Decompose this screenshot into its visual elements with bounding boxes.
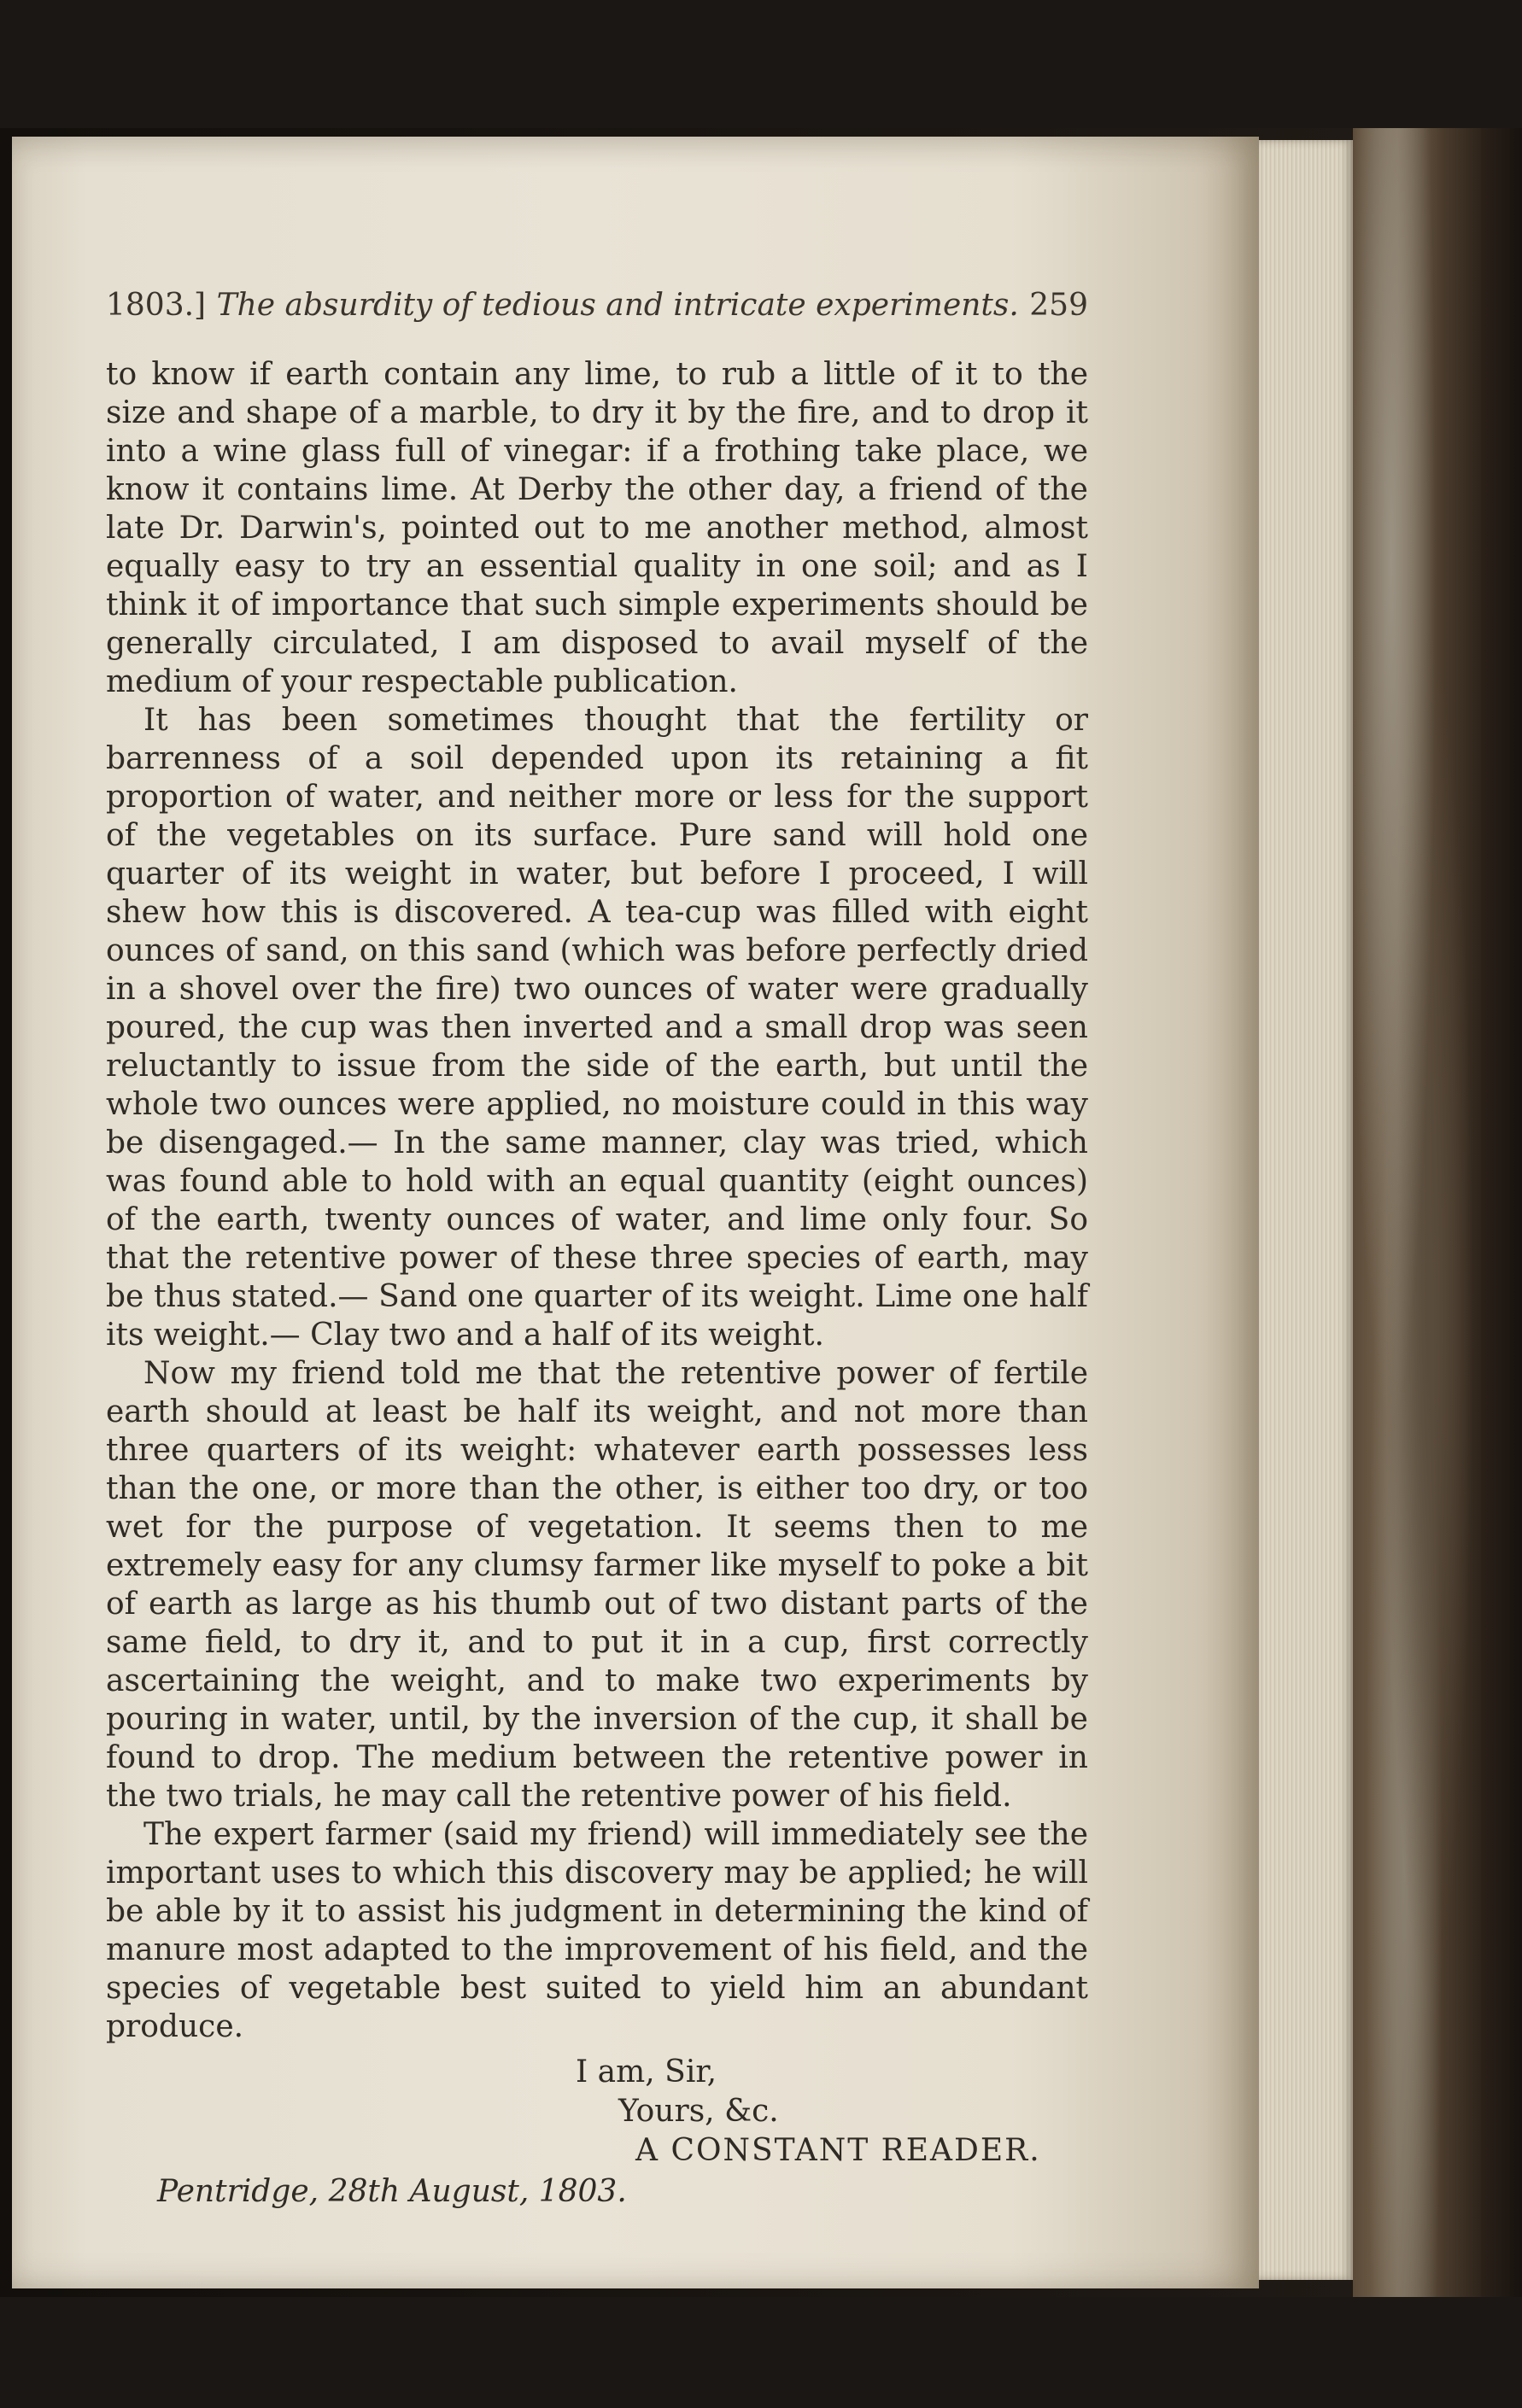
page-number: 259 [1029,288,1088,323]
signature: A CONSTANT READER. [635,2133,1041,2168]
paragraph-3: Now my friend told me that the retentive power of fertile earth should at least be half its weight, and not more than three quarters of its weight: whatever earth possesses less than the one, or more than the other, is either too dry, or too wet for the purpose of vegetation. It seems then to me extremely easy for any clumsy farmer like myself to poke a bit of earth as large as his thumb out of two distant parts of the same field, to dry it, and to put it in a cup, first correctly ascertaining the weight, and to make two experiments by pouring in water, until, by the inversion of the cup, it shall be found to drop. The medium between the retentive power in the two trials, he may call the retentive power of his field. [106,1356,1088,1814]
salutation: I am, Sir, [576,2054,717,2089]
page-edges [1259,140,1353,2280]
letter-closing [106,2053,1088,2224]
cover-board [1353,128,1481,2297]
header-year: 1803.] [106,288,207,323]
valediction: Yours, &c. [618,2094,779,2129]
paragraph-2: It has been sometimes thought that the fertility or barrenness of a soil depended upon its retaining a fit proportion of water, and neither more or less for the support of the vegetables on its surface. Pure sand will hold one quarter of its weight in water, but before I proceed, I will shew how this is discovered. A tea-cup was filled with eight ounces of sand, on this sand (which was before perfectly dried in a shovel over the fire) two ounces of water were gradually poured, the cup was then inverted and a small drop was seen reluctantly to issue from the side of the earth, but until the whole two ounces were applied, no moisture could in this way be disengaged.— In the same manner, clay was tried, which was found able to hold with an equal quantity (eight ounces) of the earth, twenty ounces of water, and lime only four. So that the retentive power of these three species of earth, may be thus stated.— Sand one quarter of its weight. Lime one half its weight.— Clay two and a half of its weight. [106,703,1088,1353]
cover-board-edge [1481,128,1522,2297]
paragraph-1: to know if earth contain any lime, to rub a little of it to the size and shape of a marble, to dry it by the fire, and to drop it into a wine glass full of vinegar: if a frothing take place, we know it contains lime. At Derby the other day, a friend of the late Dr. Darwin's, pointed out to me another method, almost equally easy to try an essential quality in one soil; and as I think it of importance that such simple experiments should be generally circulated, I am disposed to avail myself of the medium of your respectable publication. [106,357,1088,699]
header-title: The absurdity of tedious and intricate experiments. [216,288,1019,323]
running-header [106,286,1088,324]
place-date: Pentridge, 28th August, 1803. [157,2174,627,2209]
book-page [12,137,1259,2288]
page-text-block [106,286,1088,2224]
book-photo [0,128,1522,2297]
paragraph-4: The expert farmer (said my friend) will immediately see the important uses to which this discovery may be applied; he will be able by it to assist his judgment in determining the kind of manure most adapted to the improvement of his field, and the species of vegetable best suited to yield him an abundant produce. [106,1817,1088,2044]
